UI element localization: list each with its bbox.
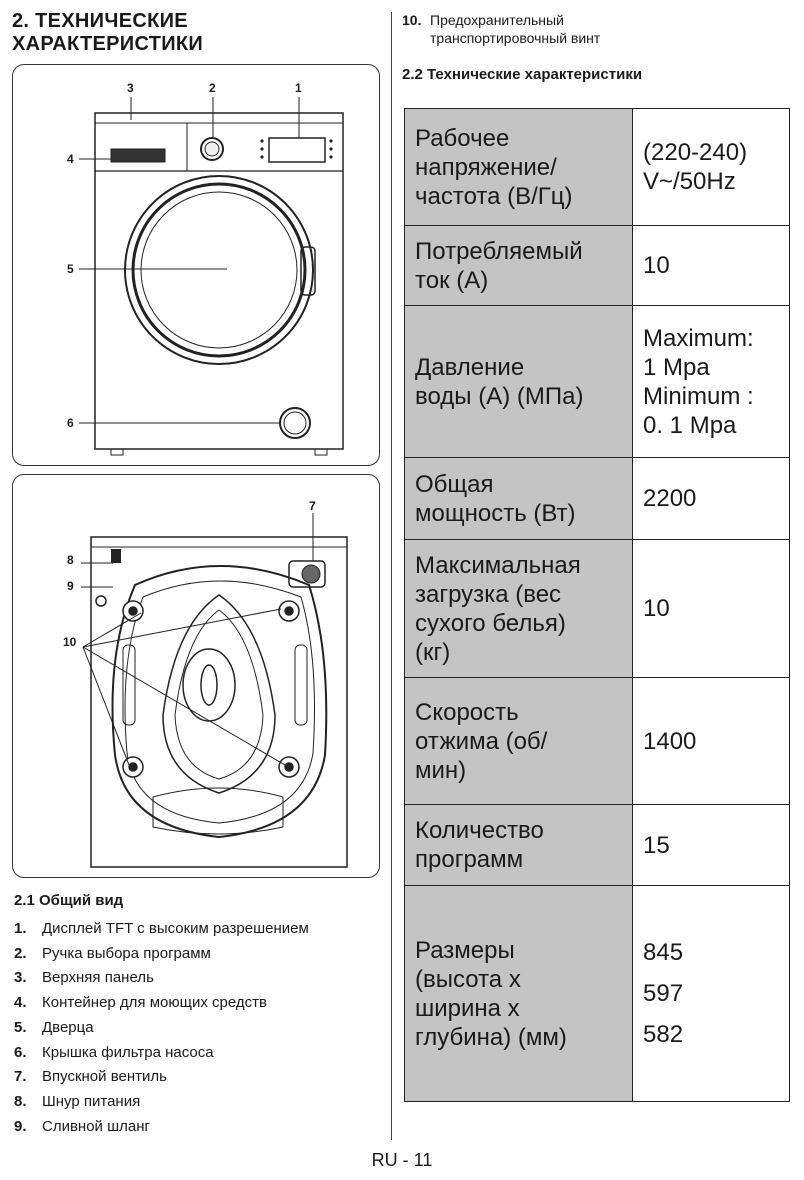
column-divider xyxy=(391,12,392,1140)
list-item: 2. Ручка выбора программ xyxy=(14,944,211,962)
spec-label: Скорость отжима (об/ мин) xyxy=(405,678,633,805)
callout-4: 4 xyxy=(67,152,74,166)
list-item: 1. Дисплей TFT с высоким разрешением xyxy=(14,920,309,937)
page-number: RU - 11 xyxy=(371,1150,433,1170)
callout-10: 10 xyxy=(63,635,77,649)
table-row xyxy=(405,458,790,540)
washing-machine-back-illustration xyxy=(13,475,379,877)
back-view-panel xyxy=(12,474,380,878)
callout-3: 3 xyxy=(127,81,134,95)
spec-label: Потребляемый ток (А) xyxy=(405,226,633,306)
callout-8: 8 xyxy=(67,553,74,567)
legend-title: 2.1 Общий вид xyxy=(14,892,124,909)
spec-value: (220-240) V~/50Hz xyxy=(633,109,790,226)
callout-7: 7 xyxy=(309,499,316,513)
table-row xyxy=(405,678,790,805)
list-item: 4. Контейнер для моющих средств xyxy=(14,994,267,1012)
callout-1: 1 xyxy=(295,81,302,95)
note-item-10: 10. Предохранительный транспортировочный винт xyxy=(402,12,601,46)
spec-value: 2200 xyxy=(633,458,790,540)
table-row xyxy=(405,306,790,458)
list-item: 7. Впускной вентиль xyxy=(14,1068,167,1086)
spec-label: Максимальная загрузка (вес сухого белья) (кг) xyxy=(405,540,633,678)
callout-9: 9 xyxy=(67,579,74,593)
table-row xyxy=(405,805,790,886)
table-row xyxy=(405,886,790,1102)
spec-value: 845 597 582 xyxy=(633,886,790,1102)
list-item: 5. Дверца xyxy=(14,1018,94,1036)
spec-value: 10 xyxy=(633,226,790,306)
front-view-panel xyxy=(12,64,380,466)
table-row xyxy=(405,540,790,678)
spec-value: Maximum: 1 Mpa Minimum : 0. 1 Mpa xyxy=(633,306,790,458)
list-item: 9. Сливной шланг xyxy=(14,1117,150,1135)
table-row xyxy=(405,109,790,226)
callout-2: 2 xyxy=(209,81,216,95)
table-row xyxy=(405,226,790,306)
spec-label: Общая мощность (Вт) xyxy=(405,458,633,540)
list-item: 8. Шнур питания xyxy=(14,1092,141,1110)
specs-title: 2.2 Технические характеристики xyxy=(402,66,643,83)
callout-5: 5 xyxy=(67,262,74,276)
spec-label: Количество программ xyxy=(405,805,633,886)
spec-label: Давление воды (А) (МПа) xyxy=(405,306,633,458)
spec-value: 15 xyxy=(633,805,790,886)
component-legend xyxy=(14,917,386,1139)
spec-value: 10 xyxy=(633,540,790,678)
section-title: 2. ТЕХНИЧЕСКИЕ ХАРАКТЕРИСТИКИ xyxy=(12,10,204,55)
spec-value: 1400 xyxy=(633,678,790,805)
spec-label: Рабочее напряжение/ частота (В/Гц) xyxy=(405,109,633,226)
list-item: 3. Верхняя панель xyxy=(14,969,154,987)
list-item: 6. Крышка фильтра насоса xyxy=(14,1043,214,1061)
callout-6: 6 xyxy=(67,416,74,430)
spec-label: Размеры (высота x ширина x глубина) (мм) xyxy=(405,886,633,1102)
specs-table xyxy=(404,108,790,1102)
